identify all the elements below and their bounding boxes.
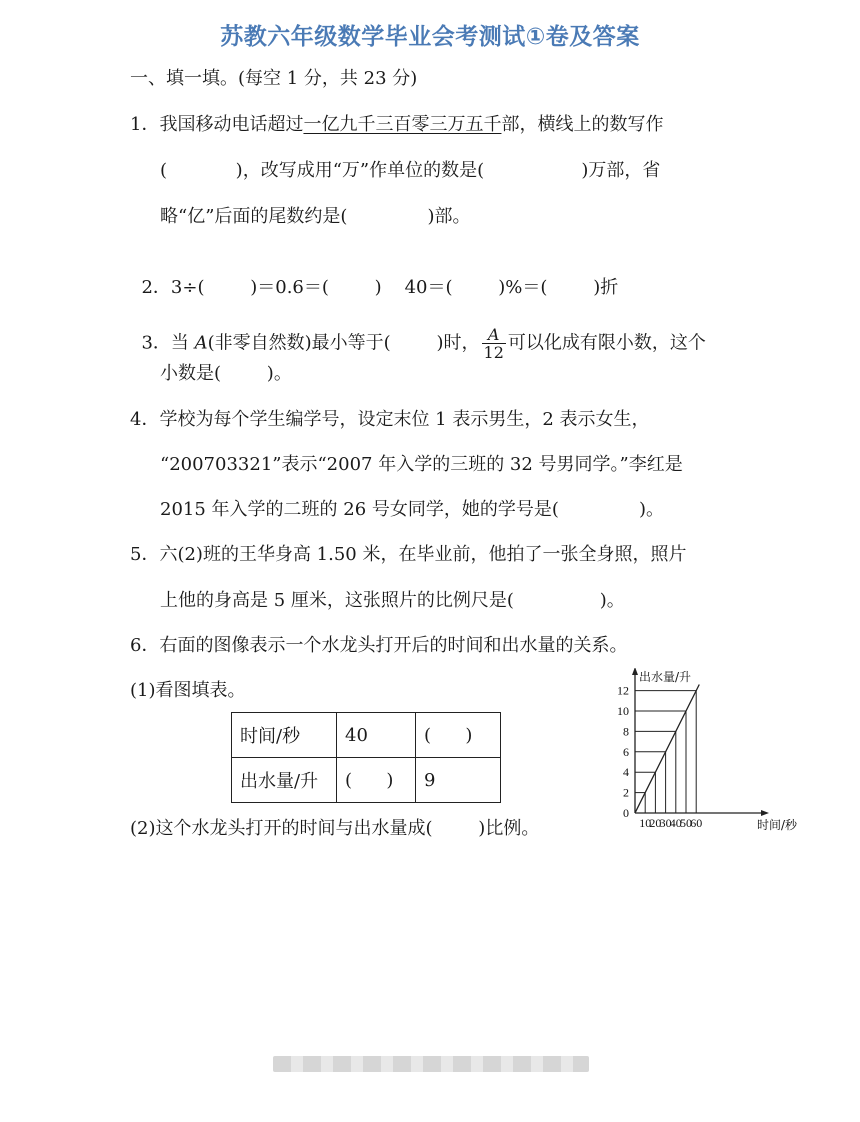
question-number: 1．: [130, 114, 160, 135]
x-axis-arrow: [761, 810, 769, 816]
question-number: 4．: [130, 409, 160, 430]
x-tick-label: 40: [669, 816, 682, 830]
y-tick-label: 10: [617, 704, 629, 718]
question-number: 6．: [130, 635, 160, 656]
fraction-a-over-12: [482, 326, 506, 361]
y-tick-label: 4: [623, 765, 629, 780]
y-tick-label: 2: [623, 785, 629, 800]
fraction-denominator: 12: [483, 343, 504, 362]
x-tick-label: 20: [649, 816, 662, 830]
x-tick-label: 30: [659, 816, 672, 830]
q4-line-1-text: 学校为每个学生编学号，设定末位 1 表示男生，2 表示女生，: [159, 409, 650, 430]
question-4-line-1: [130, 407, 650, 433]
blurred-footer-watermark: [273, 1056, 589, 1072]
question-number: 5．: [130, 544, 160, 565]
water-flow-chart: [590, 668, 820, 838]
q5-line-1-text: 六(2)班的王华身高 1.50 米，在毕业前，他拍了一张全身照，照片: [159, 544, 687, 565]
fraction-numerator: A: [482, 326, 506, 344]
q3-text-c: 可以化成有限小数，这个: [507, 332, 706, 354]
question-6-sub-2: (2)这个水龙头打开的时间与出水量成( )比例。: [130, 818, 540, 839]
question-6-line-1: [130, 633, 627, 659]
question-5-line-1: [130, 542, 686, 568]
table-cell: 出水量/升: [232, 758, 337, 803]
x-tick-label: 60: [690, 816, 703, 830]
x-axis-label: 时间/秒: [757, 818, 798, 832]
y-tick-label: 6: [623, 744, 629, 759]
table-cell: ( ): [416, 713, 501, 758]
question-4-line-3: 2015 年入学的二班的 26 号女同学，她的学号是( )。: [160, 499, 665, 520]
question-1-line-3: 略“亿”后面的尾数约是( )部。: [160, 206, 471, 227]
question-5-line-2: 上他的身高是 5 厘米，这张照片的比例尺是( )。: [160, 590, 625, 611]
series-line: [635, 684, 699, 813]
y-axis-label: 出水量/升: [639, 670, 692, 684]
question-3-line-1: [130, 300, 706, 361]
question-1-line-1: [130, 112, 663, 138]
q3-text-b: (非零自然数)最小等于( )时，: [207, 332, 480, 354]
section-heading: 一、填一填。(每空 1 分，共 23 分): [130, 68, 418, 89]
q1-underlined-number: 一亿九千三百零三万五千: [303, 114, 502, 135]
y-axis-arrow: [632, 668, 638, 675]
q3-text-a: 当: [170, 332, 195, 354]
q1-text-b: 部，横线上的数写作: [501, 114, 664, 135]
table-row: [232, 758, 501, 803]
question-1-line-2: ( )，改写成用“万”作单位的数是( )万部，省: [160, 160, 661, 181]
question-3-line-2: 小数是( )。: [160, 363, 292, 384]
question-2: [130, 249, 618, 301]
page-title: 苏教六年级数学毕业会考测试①卷及答案: [220, 24, 640, 50]
table-cell: 时间/秒: [232, 713, 337, 758]
question-6-sub-1: (1)看图填表。: [130, 680, 246, 701]
x-tick-label: 50: [680, 816, 692, 830]
table-cell: ( ): [337, 758, 416, 803]
time-water-table: [231, 712, 501, 803]
q3-variable: A: [194, 332, 208, 354]
question-number: 2．: [141, 277, 171, 298]
y-tick-label: 8: [623, 724, 629, 739]
q6-line-1-text: 右面的图像表示一个水龙头打开后的时间和出水量的关系。: [159, 635, 628, 656]
question-4-line-2: “200703321”表示“2007 年入学的三班的 32 号男同学。”李红是: [160, 454, 683, 475]
x-tick-label: 10: [639, 816, 652, 830]
q2-text: 3÷( )＝0.6＝( ) 40＝( )%＝( )折: [170, 277, 619, 298]
table-cell: 9: [416, 758, 501, 803]
origin-label: 0: [623, 806, 629, 820]
q1-text-a: 我国移动电话超过: [159, 114, 304, 135]
y-tick-label: 12: [617, 683, 629, 698]
table-cell: 40: [337, 713, 416, 758]
table-row: [232, 713, 501, 758]
question-number: 3．: [141, 332, 171, 354]
